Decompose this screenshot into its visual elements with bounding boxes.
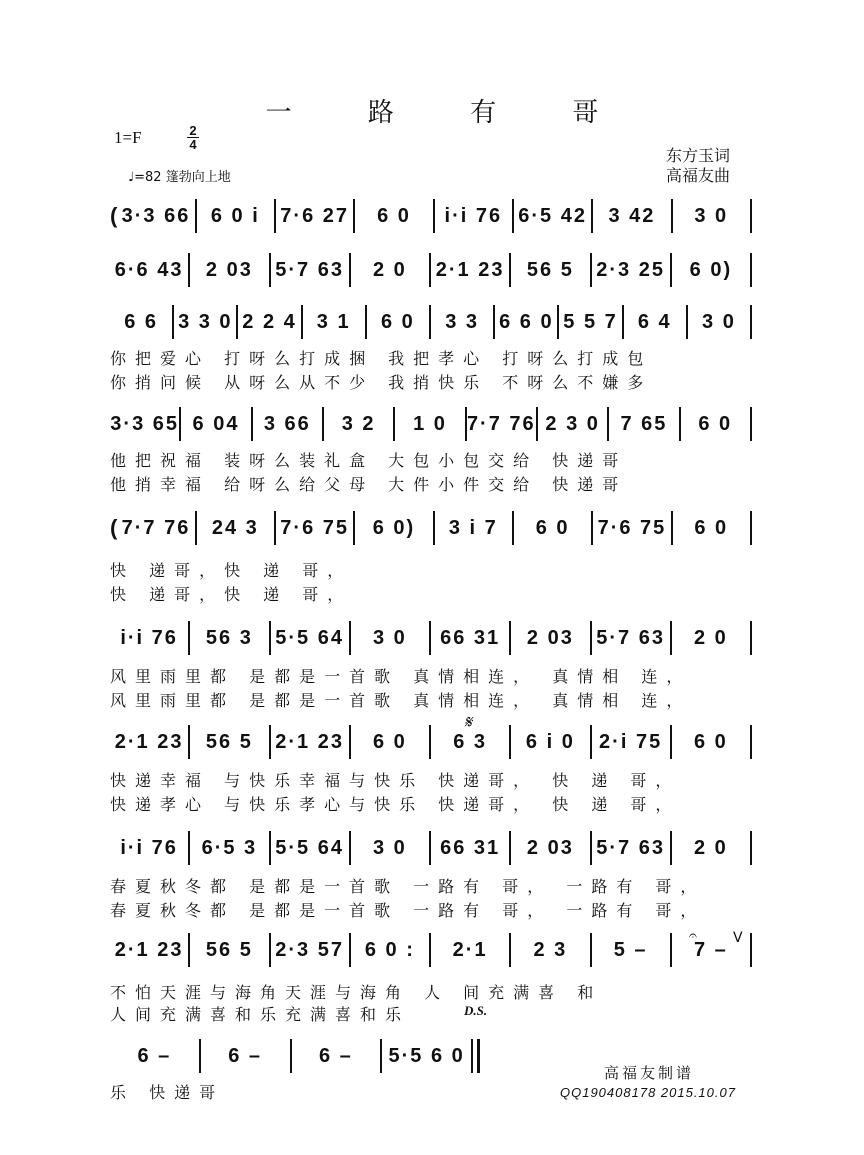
measure: 3 42: [608, 204, 656, 227]
barline: [750, 407, 752, 441]
lyric-line: 不怕天涯与海角天涯与海角 人 间充满喜 和: [110, 983, 603, 1002]
score-row: [110, 198, 752, 234]
measure: 7·7 76: [121, 516, 191, 539]
barline: [750, 199, 752, 233]
measure: 5·7 63: [275, 258, 344, 281]
lyric-line: 春夏秋冬都 是都是一首歌 一路有 哥， 一路有 哥，: [110, 877, 706, 896]
measure: 2·1 23: [114, 730, 184, 753]
measure: 2·3 57: [275, 938, 344, 961]
measure: 2 03: [526, 626, 574, 649]
measure: 56 5: [205, 730, 253, 753]
repeat-paren: (: [110, 203, 118, 228]
measure: 6·5 3: [201, 836, 258, 859]
measure: 7·7 76: [466, 412, 536, 435]
lyric-line: 风里雨里都 是都是一首歌 真情相连， 真情相 连，: [110, 667, 692, 686]
measure: 5·5 64: [275, 626, 344, 649]
time-sig-top: 2: [189, 123, 197, 138]
measure: i·i 76: [444, 204, 503, 227]
score-row: [110, 1038, 480, 1074]
measure: 3 0: [694, 204, 729, 227]
measure: 5·7 63: [596, 836, 665, 859]
measure: 2·i 75: [599, 730, 663, 753]
measure: 56 3: [205, 626, 253, 649]
lyric-line: 风里雨里都 是都是一首歌 真情相连， 真情相 连，: [110, 691, 692, 710]
measure: i·i 76: [120, 836, 178, 859]
final-barline: [471, 1039, 480, 1073]
lyric-line: 你捎问候 从呀么从不少 我捎快乐 不呀么不嫌多: [110, 373, 653, 392]
key-signature: 1=F: [114, 128, 142, 147]
measure: 6 0: [693, 730, 728, 753]
measure: 7·6 75: [597, 516, 667, 539]
measure: 2 3 0: [545, 412, 600, 435]
breath-mark: V: [733, 930, 743, 946]
barline: [750, 511, 752, 545]
measure: 2 0: [693, 836, 728, 859]
measure: 3 3: [445, 310, 480, 333]
lyric-line: 人间充满喜和乐充满喜和乐: [110, 1005, 411, 1024]
repeat-paren: (: [110, 515, 118, 540]
measure: 6·6 43: [114, 258, 184, 281]
measure: 7 –: [693, 938, 728, 961]
measure: 2·1 23: [435, 258, 505, 281]
measure: 6 –: [318, 1044, 353, 1067]
measure: 2·1 23: [114, 938, 184, 961]
measure: 5·7 63: [596, 626, 665, 649]
measure: 2 2 4: [242, 310, 297, 333]
measure: 5 5 7: [563, 310, 618, 333]
measure: 2·1: [452, 938, 488, 961]
measure: 6 i 0: [525, 730, 575, 753]
score-row: [110, 510, 752, 546]
lyric-line: 快 递哥，快 递 哥，: [110, 561, 353, 580]
barline: [750, 831, 752, 865]
lyric-line: 快递幸福 与快乐幸福与快乐 快递哥， 快 递 哥，: [110, 771, 681, 790]
measure: 6·5 42: [518, 204, 587, 227]
measure: 7·6 75: [280, 516, 349, 539]
measure: 7 65: [620, 412, 668, 435]
measure: 1 0: [413, 412, 447, 435]
measure: 3 0: [372, 626, 407, 649]
measure: 3 3 0: [178, 310, 233, 333]
measure: 6 –: [228, 1044, 263, 1067]
score-row: [110, 406, 752, 442]
measure: 6 4: [637, 310, 672, 333]
measure: i·i 76: [120, 626, 178, 649]
measure: 66 31: [440, 626, 501, 649]
measure: 3·3 66: [121, 204, 191, 227]
measure: 6 0: [694, 516, 729, 539]
measure: 6 0: [372, 730, 407, 753]
measure: 5·5 64: [275, 836, 344, 859]
measure: 6 –: [137, 1044, 172, 1067]
score-row: [110, 932, 752, 968]
time-signature: [187, 124, 199, 151]
measure: 3 66: [263, 412, 311, 435]
measure: 56 5: [526, 258, 574, 281]
measure: 66 31: [440, 836, 501, 859]
measure: 5 –: [613, 938, 648, 961]
segno-sign: 𝄋: [464, 712, 472, 733]
lyricist-credit: 东方玉词: [666, 146, 731, 165]
measure: 6 0 i: [210, 204, 260, 227]
lyric-line: 快 递哥，快 递 哥，: [110, 585, 353, 604]
song-title: 一 路 有 哥: [265, 98, 633, 128]
barline: [750, 725, 752, 759]
time-sig-bottom: 4: [189, 137, 197, 152]
measure: 2 3: [533, 938, 568, 961]
score-row: [110, 304, 752, 340]
lyric-line: 快递孝心 与快乐孝心与快乐 快递哥， 快 递 哥，: [110, 795, 681, 814]
lyric-line: 他把祝福 装呀么装礼盒 大包小包交给 快递哥: [110, 451, 628, 470]
measure: 6 0: [381, 310, 415, 333]
lyric-line: 乐 快递哥: [110, 1083, 225, 1102]
tempo-marking: ♩=82 篷勃向上地: [128, 170, 231, 185]
measure: 6 0: [377, 204, 411, 227]
lyric-line: 他捎幸福 给呀么给父母 大件小件交给 快递哥: [110, 475, 628, 494]
measure: 2 03: [205, 258, 253, 281]
measure: 24 3: [211, 516, 259, 539]
measure: 56 5: [205, 938, 253, 961]
measure: 2·1 23: [275, 730, 344, 753]
lyric-line: 你把爱心 打呀么打成捆 我把孝心 打呀么打成包: [110, 349, 653, 368]
score-row: [110, 830, 752, 866]
composer-credit: 高福友曲: [666, 166, 731, 185]
score-row: [110, 620, 752, 656]
measure: 2 0: [693, 626, 728, 649]
arranger-credit: 高福友制谱: [604, 1064, 695, 1082]
ds-marking: D.S.: [464, 1003, 488, 1018]
measure: 3 1: [316, 310, 351, 333]
measure: 3 i 7: [448, 516, 498, 539]
measure: 3 2: [341, 412, 376, 435]
measure: 2·3 25: [596, 258, 665, 281]
barline: [750, 621, 752, 655]
measure: 6 0: [698, 412, 733, 435]
barline: [750, 253, 752, 287]
measure: 6 0): [689, 258, 733, 281]
measure: 3 0: [702, 310, 736, 333]
measure: 6 0 :: [364, 938, 415, 961]
measure: 2 0: [372, 258, 407, 281]
measure: 6 04: [192, 412, 240, 435]
score-row: [110, 252, 752, 288]
measure: 3 0: [372, 836, 407, 859]
fermata-sign: 𝄐: [689, 928, 697, 944]
barline: [750, 305, 752, 339]
score-row: [110, 724, 752, 760]
measure: 5·5 6 0: [388, 1044, 465, 1067]
measure: 7·6 27: [280, 204, 349, 227]
lyric-line: 春夏秋冬都 是都是一首歌 一路有 哥， 一路有 哥，: [110, 901, 706, 920]
measure: 6 6: [124, 310, 158, 333]
measure: 6 6 0: [499, 310, 554, 333]
measure: 6 3: [453, 730, 488, 753]
measure: 6 0: [535, 516, 570, 539]
measure: 6 0): [372, 516, 416, 539]
contact-date: QQ190408178 2015.10.07: [560, 1085, 736, 1100]
measure: 2 03: [526, 836, 574, 859]
barline: [750, 933, 752, 967]
measure: 3·3 65: [110, 412, 180, 435]
